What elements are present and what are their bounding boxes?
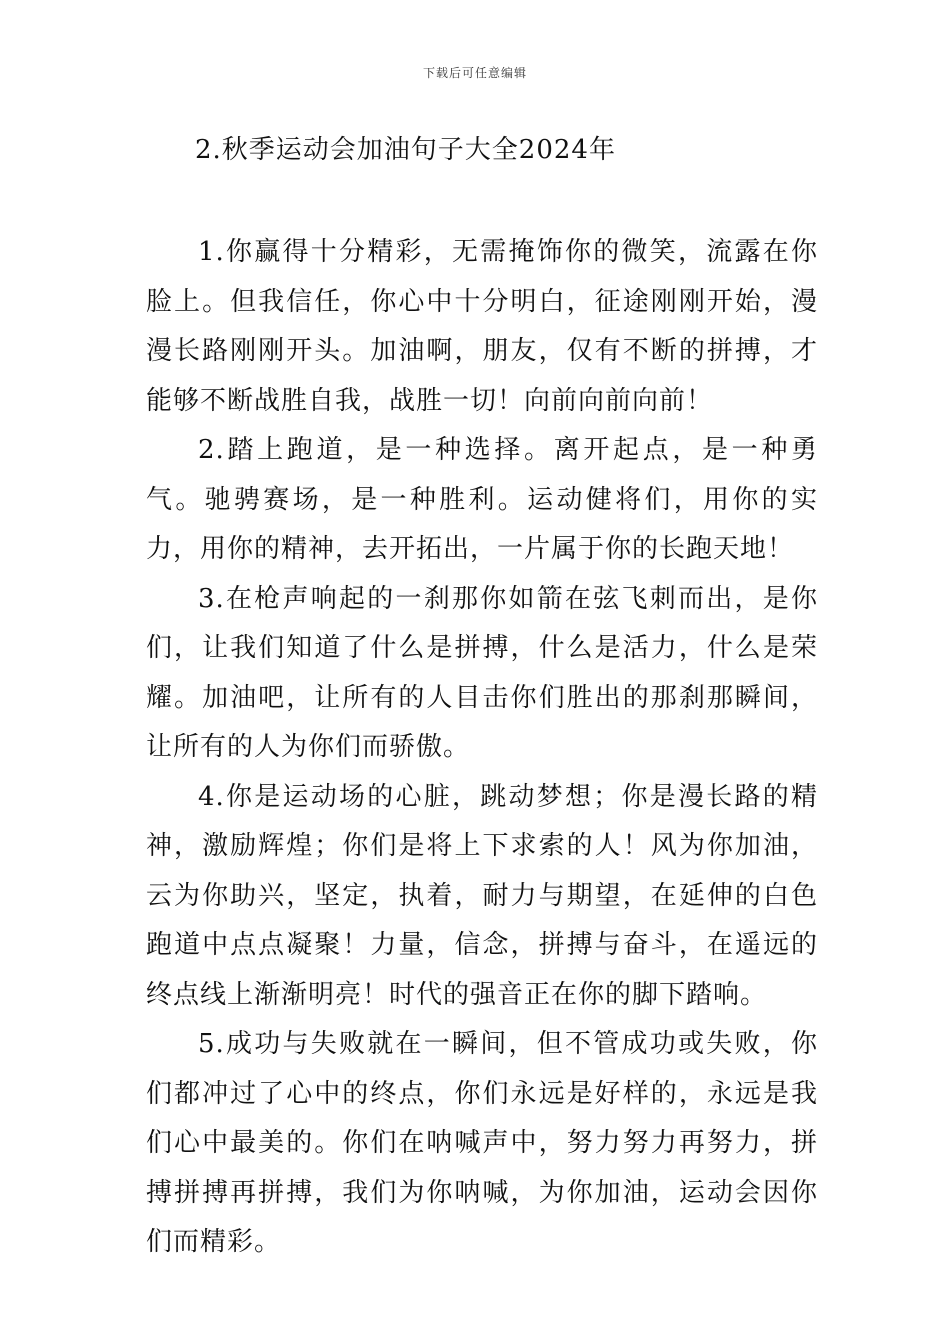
header-note: 下载后可任意编辑	[422, 66, 527, 80]
paragraph-5: 5.成功与失败就在一瞬间，但不管成功或失败，你们都冲过了心中的终点，你们永远是好样的，永远是我们心中最美的。你们在呐喊声中，努力努力再努力，拼搏拼搏再拼搏，我们为你呐喊，为你加油，运动会因你们而精彩。	[146, 1029, 818, 1257]
paragraph-1: 1.你赢得十分精彩，无需掩饰你的微笑，流露在你脸上。但我信任，你心中十分明白，征途刚刚开始，漫漫长路刚刚开头。加油啊，朋友，仅有不断的拼搏，才能够不断战胜自我，战胜一切！向前向前向前！	[146, 237, 818, 416]
document-body	[146, 228, 818, 1268]
document-title: 2.秋季运动会加油句子大全2024年	[195, 135, 616, 165]
paragraph-4: 4.你是运动场的心脏，跳动梦想；你是漫长路的精神，激励辉煌；你们是将上下求索的人！风为你加油，云为你助兴，坚定，执着，耐力与期望，在延伸的白色跑道中点点凝聚！力量，信念，拼搏与奋斗，在遥远的终点线上渐渐明亮！时代的强音正在你的脚下踏响。	[146, 781, 818, 1010]
paragraph-2: 2.踏上跑道，是一种选择。离开起点，是一种勇气。驰骋赛场，是一种胜利。运动健将们，用你的实力，用你的精神，去开拓出，一片属于你的长跑天地！	[146, 435, 818, 564]
paragraph-3: 3.在枪声响起的一刹那你如箭在弦飞刺而出，是你们，让我们知道了什么是拼搏，什么是活力，什么是荣耀。加油吧，让所有的人目击你们胜出的那刹那瞬间，让所有的人为你们而骄傲。	[146, 583, 818, 762]
